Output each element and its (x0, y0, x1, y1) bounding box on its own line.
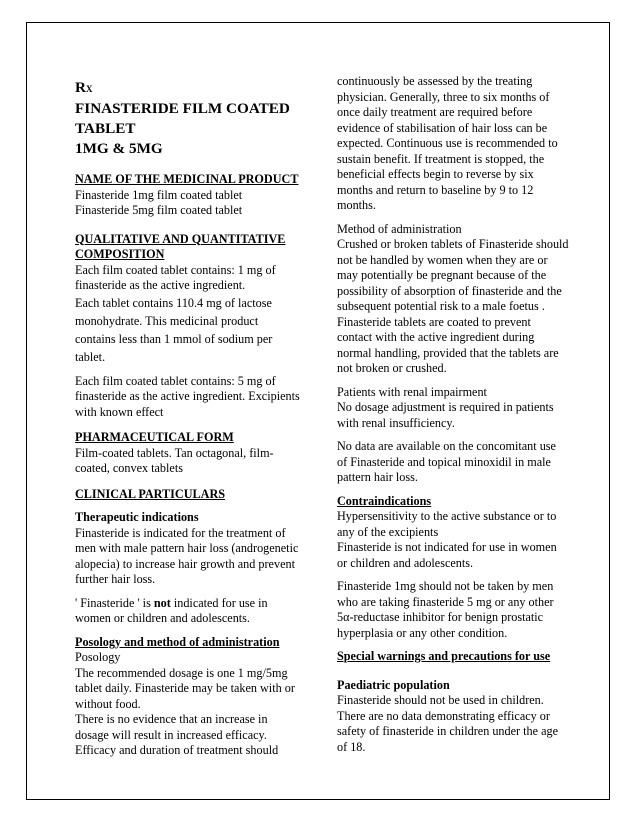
product-strengths: 1MG & 5MG (75, 140, 163, 157)
posology-efficacy-text: There is no evidence that an increase in dosage will result in increased efficacy. Efficacy and duration of treatment should (75, 712, 279, 757)
posology-label: Posology (75, 650, 121, 664)
renal-impairment-title: Patients with renal impairment (337, 384, 487, 399)
paediatric-population-text: Finasteride should not be used in children. There are no data demonstrating efficacy or safety of finasteride in children under the age of 18. (337, 693, 558, 754)
indication-restriction-text: ' Finasteride ' is not indicated for use in women or children and adolescents. (75, 595, 268, 625)
method-of-administration-title: Method of administration (337, 221, 462, 236)
document-header (75, 78, 300, 159)
section-heading-pharmaceutical-form: PHARMACEUTICAL FORM (75, 430, 234, 444)
composition-5mg: Each film coated tablet contains: 5 mg of finasteride as the active ingredient. Excipients with known effect (75, 373, 300, 419)
product-title-line2: TABLET (75, 120, 136, 137)
left-column (75, 78, 300, 759)
therapeutic-indications-text: Finasteride is indicated for the treatment of men with male pattern hair loss (androgenetic alopecia) to increase hair growth and prevent further hair loss. (75, 525, 299, 586)
contraindications-5ari-text: Finasteride 1mg should not be taken by men who are taking finasteride 5 mg or any other 5α-reductase inhibitor for benign prostatic hyperplasia or any other condition. (337, 579, 554, 640)
section-heading-clinical-particulars: CLINICAL PARTICULARS (75, 486, 226, 501)
contraindications-hypersensitivity: Hypersensitivity to the active substance or to any of the excipients (337, 509, 557, 539)
rx-symbol: RX (75, 79, 93, 96)
contraindications-women-children: Finasteride is not indicated for use in women or children and adolescents. (337, 540, 557, 570)
composition-1mg: Each film coated tablet contains: 1 mg of finasteride as the active ingredient. (75, 262, 276, 292)
section-heading-special-warnings: Special warnings and precautions for use (337, 649, 551, 663)
product-title-line1: FINASTERIDE FILM COATED (75, 100, 290, 117)
pharmaceutical-form-text: Film-coated tablets. Tan octagonal, film-coated, convex tablets (75, 445, 274, 475)
section-heading-composition: QUALITATIVE AND QUANTITATIVE COMPOSITION (75, 231, 286, 261)
treatment-duration-text: continuously be assessed by the treating physician. Generally, three to six months of once daily treatment are required before evidence of stabilisation of hair loss can be expected. Continuous use is recommended to sustain benefit. If treatment is stopped, the beneficial effects begin to reverse by six months and return to baseline by 9 to 12 months. (337, 74, 558, 212)
product-name-1mg: Finasteride 1mg film coated tablet (75, 187, 243, 202)
section-heading-medicinal-product: NAME OF THE MEDICINAL PRODUCT (75, 172, 299, 186)
posology-dosage-text: The recommended dosage is one 1 mg/5mg tablet daily. Finasteride may be taken with or without food. (75, 665, 295, 711)
renal-impairment-text: No dosage adjustment is required in patients with renal insufficiency. (337, 400, 554, 430)
right-column (337, 74, 569, 755)
minoxidil-text: No data are available on the concomitant use of Finasteride and topical minoxidil in male pattern hair loss. (337, 439, 556, 484)
composition-excipients: Each tablet contains 110.4 mg of lactose monohydrate. This medicinal product contains less than 1 mmol of sodium per tablet. (75, 295, 273, 364)
subheading-posology: Posology and method of administration (75, 634, 280, 649)
method-of-administration-text: Crushed or broken tablets of Finasteride should not be handled by women when they are or may potentially be pregnant because of the possibility of absorption of finasteride and the subsequent potential risk to a male foetus . Finasteride tablets are coated to prevent contact with the active ingredient during normal handling, provided that the tablets are not broken or crushed. (337, 237, 569, 375)
subheading-paediatric-population: Paediatric population (337, 677, 450, 692)
product-name-5mg: Finasteride 5mg film coated tablet (75, 203, 243, 217)
subheading-therapeutic-indications: Therapeutic indications (75, 510, 199, 524)
section-heading-contraindications: Contraindications (337, 493, 432, 508)
